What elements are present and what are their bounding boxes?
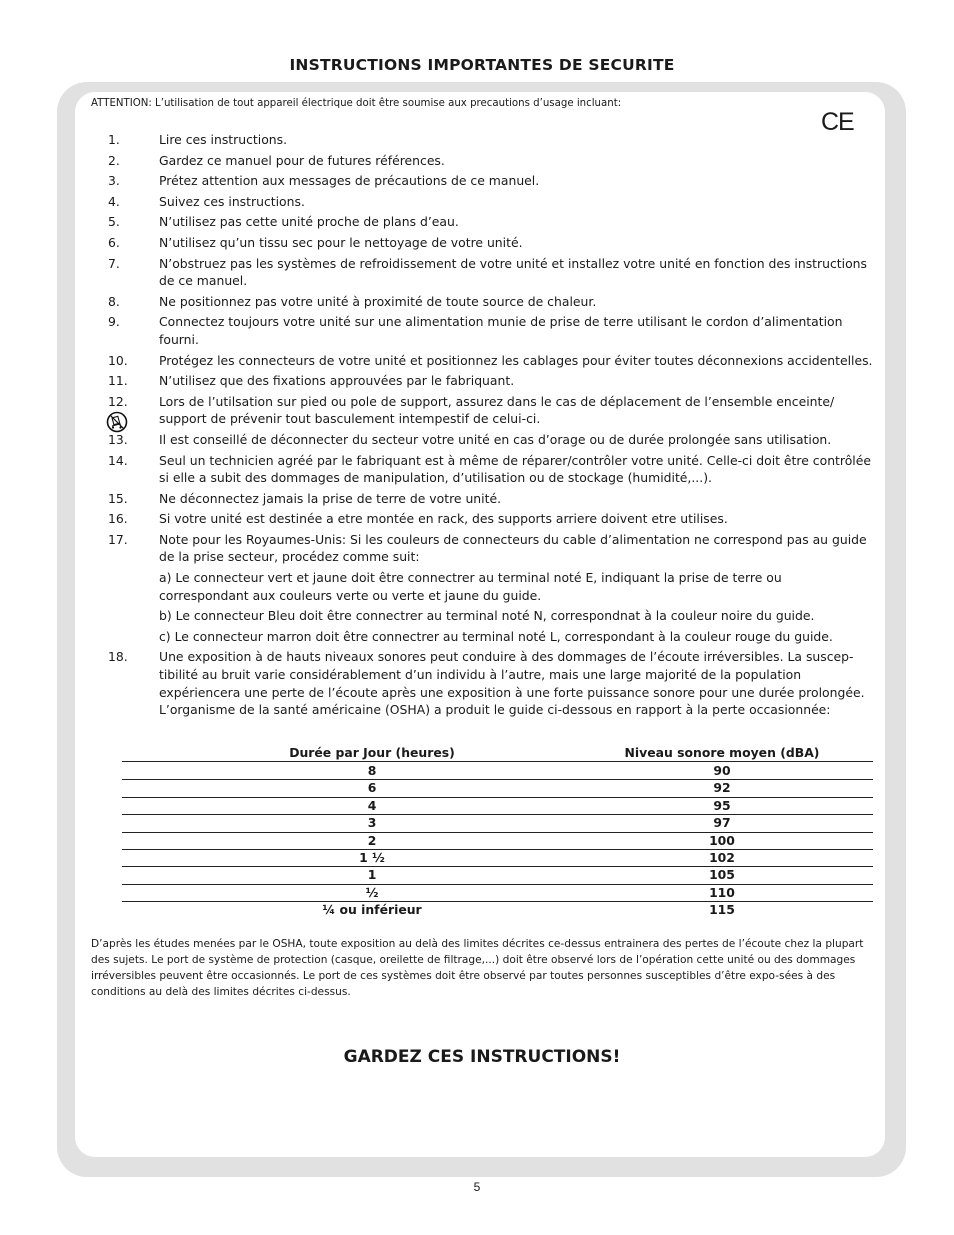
list-item <box>108 313 873 348</box>
list-item-text: Suivez ces instructions. <box>159 193 305 209</box>
list-item <box>108 172 873 190</box>
list-item <box>108 452 873 487</box>
list-item <box>108 152 873 170</box>
table-header <box>122 744 873 762</box>
table-cell-level: 92 <box>713 780 731 796</box>
list-item <box>108 648 873 718</box>
table-cell-level: 115 <box>709 902 735 918</box>
list-item-number: 17. <box>108 531 128 547</box>
list-subitem: a) Le connecteur vert et jaune doit être connectrer au terminal noté E, indiquant la prise de terre ou correspondant aux couleurs verte ou verte et jaune du guide. <box>159 570 782 603</box>
list-item <box>108 393 873 428</box>
table-row <box>122 867 873 884</box>
list-item-text: Lors de l’utilsation sur pied ou pole de support, assurez dans le cas de déplacement de l’ensemble enceinte/ support de prévenir tout basculement intempestif de celui-ci. <box>159 393 835 427</box>
list-item-text: N’utilisez que des fixations approuvées par le fabriquant. <box>159 373 515 389</box>
ce-mark-logo: CE <box>821 108 854 136</box>
table-row <box>122 885 873 902</box>
table-cell-level: 95 <box>713 797 731 813</box>
list-item-number: 7. <box>108 255 120 271</box>
page-title: INSTRUCTIONS IMPORTANTES DE SECURITE <box>289 56 675 74</box>
column-header-level: Niveau sonore moyen (dBA) <box>624 745 820 760</box>
list-item-number: 18. <box>108 649 128 665</box>
list-item <box>108 352 873 370</box>
list-item-text: Ne déconnectez jamais la prise de terre de votre unité. <box>159 490 502 506</box>
list-item <box>108 255 873 290</box>
attention-text: ATTENTION: L’utilisation de tout appareil électrique doit être soumise aux precautions d’usage incluant: <box>91 98 622 109</box>
list-item-number: 14. <box>108 452 128 468</box>
table-cell-duration: 2 <box>367 832 377 848</box>
list-item <box>108 131 873 149</box>
list-subitem: b) Le connecteur Bleu doit être connectrer au terminal noté N, correspondnat à la couleur noire du guide. <box>159 608 815 624</box>
table-cell-level: 110 <box>709 884 735 900</box>
list-item-text: Lire ces instructions. <box>159 132 288 147</box>
table-cell-duration: ¼ ou inférieur <box>322 902 422 918</box>
list-item-number: 4. <box>108 193 120 209</box>
list-item <box>108 372 873 390</box>
table-cell-duration: 3 <box>367 815 377 831</box>
list-item-number: 2. <box>108 152 120 168</box>
list-subitem: c) Le connecteur marron doit être connectrer au terminal noté L, correspondant à la couleur rouge du guide. <box>159 628 833 644</box>
table-row <box>122 850 873 867</box>
list-item-text: Seul un technicien agréé par le fabriquant est à même de réparer/contrôler votre unité. Celle-ci doit être contrôlée si elle a subit des dommages de manipulation, d’utilisation ou de stockage (humidité,...). <box>159 452 871 486</box>
page-number: 5 <box>473 1180 481 1194</box>
list-item-text: Une exposition à de hauts niveaux sonores peut conduire à des dommages de l’écoute irréversibles. La suscep-tibilité au bruit varie considérablement d’un individu à l’autre, mais une large majorité de la population expériencera une perte de l’écoute après une exposition à une forte puissance sonore pour une durée prolongée. L’organisme de la santé américaine (OSHA) a produit le guide ci-dessous en rapport à la perte occasionnée: <box>159 649 865 718</box>
list-item-number: 11. <box>108 373 128 389</box>
list-item-number: 10. <box>108 352 128 368</box>
list-item <box>108 234 873 252</box>
list-item <box>108 213 873 231</box>
list-item-text: N’utilisez pas cette unité proche de plans d’eau. <box>159 214 459 230</box>
list-item-number: 8. <box>108 293 120 309</box>
column-header-duration: Durée par Jour (heures) <box>289 745 455 760</box>
table-row <box>122 815 873 832</box>
table-cell-duration: 8 <box>367 763 377 778</box>
table-row <box>122 763 873 780</box>
list-item-text: Protégez les connecteurs de votre unité et positionnez les cablages pour éviter toutes déconnexions accidentelles. <box>159 352 873 368</box>
list-item-text: Gardez ce manuel pour de futures références. <box>159 152 445 168</box>
table-row <box>122 833 873 850</box>
list-item-number: 3. <box>108 173 120 189</box>
table-cell-level: 102 <box>709 849 735 865</box>
table-row <box>122 780 873 797</box>
list-item-number: 12. <box>108 393 128 409</box>
list-item-number: 1. <box>108 132 120 147</box>
table-row <box>122 902 873 918</box>
list-item-number: 13. <box>108 431 128 447</box>
keep-instructions-heading: GARDEZ CES INSTRUCTIONS! <box>343 1047 621 1067</box>
table-cell-level: 100 <box>709 832 735 848</box>
list-item <box>108 531 873 566</box>
table-cell-duration: ½ <box>365 884 379 900</box>
list-item-text: N’utilisez qu’un tissu sec pour le nettoyage de votre unité. <box>159 234 523 250</box>
table-cell-level: 105 <box>709 867 735 883</box>
list-item-number: 15. <box>108 490 128 506</box>
list-item <box>108 193 873 211</box>
list-item-text: Si votre unité est destinée a etre montée en rack, des supports arriere doivent etre utilises. <box>159 511 728 527</box>
list-item-text: Connectez toujours votre unité sur une alimentation munie de prise de terre utilisant le cordon d’alimentation fourni. <box>159 314 843 347</box>
list-item-number: 6. <box>108 234 120 250</box>
list-item <box>108 490 873 508</box>
list-item <box>108 510 873 528</box>
noise-exposure-table <box>122 744 873 919</box>
table-cell-duration: 1 ½ <box>359 849 385 865</box>
table-cell-level: 97 <box>713 815 731 831</box>
list-item-number: 9. <box>108 314 120 330</box>
osha-note: D’après les études menées par le OSHA, toute exposition au delà des limites décrites ce-dessus entrainera des pertes de l’écoute chez la plupart des sujets. Le port de système de protection (casque, oreilette de filtrage,...) doit être observé lors de l’opération cette unité ou des dommages irréversibles peuvent être occasionnés. Le port de ces systèmes doit être observé par toutes personnes susceptibles d’être expo-sées à des conditions au delà des limites décrites ci-dessus. <box>91 938 864 998</box>
table-cell-level: 90 <box>713 763 731 778</box>
list-item <box>108 431 873 449</box>
list-item-text: Note pour les Royaumes-Unis: Si les couleurs de connecteurs du cable d’alimentation ne correspond pas au guide de la prise secteur, procédez comme suit: <box>159 531 867 565</box>
list-item-text: Il est conseillé de déconnecter du secteur votre unité en cas d’orage ou de durée prolongée sans utilisation. <box>159 431 832 447</box>
list-item-text: Prétez attention aux messages de précautions de ce manuel. <box>159 173 540 189</box>
table-cell-duration: 4 <box>367 797 377 813</box>
list-item <box>108 293 873 311</box>
list-item-text: Ne positionnez pas votre unité à proximité de toute source de chaleur. <box>159 293 597 309</box>
list-item-text: N’obstruez pas les systèmes de refroidissement de votre unité et installez votre unité en fonction des instructions de ce manuel. <box>159 255 867 289</box>
list-item-number: 5. <box>108 214 120 230</box>
list-item-number: 16. <box>108 511 128 527</box>
table-cell-duration: 1 <box>367 867 377 883</box>
table-row <box>122 798 873 815</box>
table-cell-duration: 6 <box>367 780 377 796</box>
safety-instructions-list <box>108 131 873 722</box>
